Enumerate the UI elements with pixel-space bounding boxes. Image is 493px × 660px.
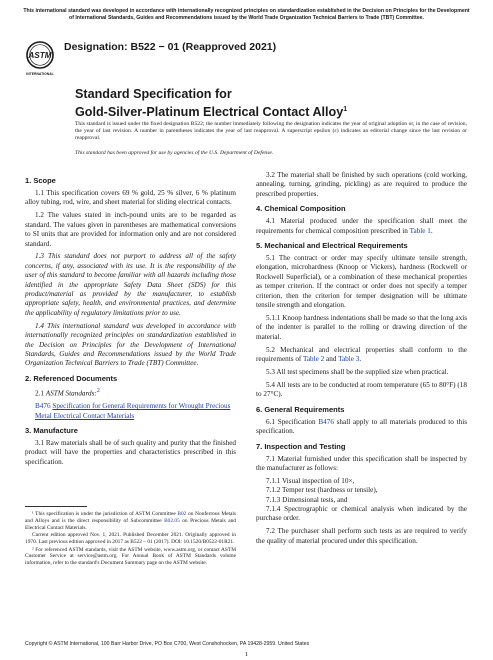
section-heading-general-requirements: 6. General Requirements [256, 404, 345, 414]
paragraph-6-1-end: shall apply to all materials produced to this specification. [256, 417, 468, 436]
designation: Designation: B522 − 01 (Reapproved 2021) [64, 41, 277, 53]
section-heading-mechanical-electrical: 5. Mechanical and Electrical Requirements [256, 241, 408, 251]
section-heading-scope: 1. Scope [25, 176, 56, 185]
paragraph-5-2-and: and [324, 355, 339, 364]
footnote-2: ² For referenced ASTM standards, visit the ASTM website, www.astm.org, or contact ASTM Customer Service at service@astm.org. For Annual Book of ASTM Standards volume information, refer to the standard's Document Summary page on the ASTM website. [25, 546, 236, 567]
title-main: Gold-Silver-Platinum Electrical Contact Alloy [75, 105, 344, 120]
paragraph-6-1 [256, 418, 467, 437]
astm-standards-label: ASTM Standards: [45, 389, 97, 398]
paragraph-7-1: 7.1 Material furnished under this specification shall be inspected by the manufacturer as follows: [256, 454, 467, 472]
page-number: 1 [244, 651, 249, 658]
section-heading-inspection-testing: 7. Inspection and Testing [256, 441, 346, 451]
section-heading-chemical-composition: 4. Chemical Composition [256, 204, 346, 214]
paragraph-1-3: 1.3 This standard does not purport to address all of the safety concerns, if any, associated with its use. It is the responsibility of the user of this standard to become familiar with all hazards including those identified in the appropriate Safety Data Sheet (SDS) for this product/material as provided by the manufacturer, to establish appropriate safety, health, and environmental practices, and determine the applicability of regulatory limitations prior to use. [25, 252, 236, 317]
paragraph-5-3: 5.3 All test specimens shall be the supplied size when practical. [266, 368, 449, 376]
list-item-7-1-3: 7.1.3 Dimensional tests, and [266, 495, 348, 504]
dod-approval-note: This standard has been approved for use by agencies of the U.S. Department of Defense. [75, 150, 274, 156]
logo-subtext: INTERNATIONAL [26, 72, 54, 76]
footnote-1 [25, 511, 236, 531]
logo-text: ASTM [28, 51, 52, 61]
committee-b02-link[interactable]: B02 [177, 511, 187, 517]
footnote-1-text-a: ¹ This specification is under the jurisdiction of ASTM Committee [32, 511, 178, 517]
table-3-link[interactable]: Table 3 [338, 355, 360, 364]
paragraph-7-2: 7.2 The purchaser shall perform such tests as are required to verify the quality of material procured under this specification. [256, 527, 467, 545]
list-item-7-1-4: 7.1.4 Spectrographic or chemical analysis when indicated by the purchase order. [256, 505, 467, 523]
footnote-edition: Current edition approved Nov. 1, 2021. Published December 2021. Originally approved in 1970. Last previous edition approved in 2017 as B522 – 01 (2017). DOI: 10.1520/B0522-01R21. [25, 532, 236, 545]
paragraph-6-1-text: 6.1 Specification [266, 417, 319, 426]
paragraph-4-1 [256, 217, 467, 236]
right-column [256, 171, 467, 550]
paragraph-4-1-end: . [430, 226, 433, 235]
paragraph-1-1: 1.1 This specification covers 69 % gold, 25 % silver, 6 % platinum alloy tubing, rod, wire, and sheet material for sliding electrical contacts. [25, 189, 236, 207]
section-heading-referenced-documents: 2. Referenced Documents [25, 373, 118, 383]
b476-link[interactable]: B476 [318, 417, 334, 426]
paragraph-5-4: 5.4 All tests are to be conducted at room temperature (65 to 80°F) (18 to 27°C). [256, 380, 467, 399]
paragraph-3-2: 3.2 The material shall be finished by such operations (cold working, annealing, turning, grinding, pickling) as are required to produce the prescribed properties. [256, 171, 467, 198]
left-column [25, 171, 236, 471]
reference-b476[interactable] [25, 402, 236, 421]
paragraph-5-2-text: 5.2 Mechanical and electrical properties shall conform to the requirements of [256, 345, 467, 364]
reference-title-link[interactable]: Specification for General Requirements for Wrought Precious Metal Electrical Contact Materials [35, 402, 231, 420]
paragraph-3-1: 3.1 Raw materials shall be of such quality and purity that the finished product will have the properties and characteristics prescribed in this specification. [25, 438, 236, 466]
paragraph-1-2: 1.2 The values stated in inch-pound units are to be regarded as standard. The values given in parentheses are mathematical conversions to SI units that are provided for information only and are not considered standard. [25, 211, 236, 248]
footnotes [25, 511, 236, 568]
subcommittee-b02-05-link[interactable]: B02.05 [164, 517, 180, 524]
paragraph-4-1-text: 4.1 Material produced under the specification shall meet the requirements for chemical composition prescribed in [256, 217, 467, 235]
list-item-7-1-1: 7.1.1 Visual inspection of 10×, [266, 476, 355, 485]
footnote-divider [25, 506, 87, 507]
list-item-7-1-2: 7.1.2 Temper test (hardness or tensile), [266, 486, 378, 495]
table-1-link[interactable]: Table 1 [409, 226, 431, 235]
title-line-2 [75, 102, 455, 120]
astm-logo-icon [25, 40, 55, 78]
tbt-notice: This international standard was developed in accordance with internationally recognized principles on standardization established in the Decision on Principles for the Development of International Standards, Guides and Recommendations issued by the World Trade Organization Technical Barriers to Trade (TBT) Committee. [23, 8, 470, 21]
table-2-link[interactable]: Table 2 [302, 355, 325, 364]
paragraph-5-1-1: 5.1.1 Knoop hardness indentations shall be made so that the long axis of the indenter is parallel to the rolling or drawing direction of the material. [256, 313, 467, 341]
footnote-ref-2[interactable]: 2 [96, 387, 100, 394]
title-footnote-mark: 1 [343, 106, 348, 113]
paragraph-1-4: 1.4 This international standard was developed in accordance with internationally recognized principles on standardization established in the Decision on Principles for the Development of International Standards, Guides and Recommendations issued by the World Trade Organization Technical Barriers to Trade (TBT) Committee. [25, 321, 236, 368]
paragraph-5-1: 5.1 The contract or order may specify ultimate tensile strength, elongation, microhardness (Knoop or Vickers), hardness (Rockwell or Rockwell Superficial), or a combination of these mechanical properties as temper criterion. If the contract or order does not specify a temper criterion, then the criterion for temper designation will be ultimate tensile strength and elongation. [256, 254, 467, 310]
footnote-1-text-b: on Nonferrous Metals and Alloys and is the direct responsibility of Subcommittee [25, 511, 236, 524]
document-title [75, 87, 455, 120]
paragraph-2-1 [25, 387, 236, 399]
reference-code[interactable]: B476 [35, 402, 51, 411]
copyright-footer: Copyright © ASTM International, 100 Barr Harbor Drive, PO Box C700, West Conshohocken, PA 19428-2959. United States [25, 641, 310, 647]
title-line-1: Standard Specification for [75, 87, 232, 101]
paragraph-5-2-end: . [359, 355, 362, 364]
paragraph-2-1-number: 2.1 [35, 389, 44, 398]
section-heading-manufacture: 3. Manufacture [25, 425, 78, 435]
paragraph-5-2 [256, 346, 467, 365]
issuance-note: This standard is issued under the fixed designation B522; the number immediately following the designation indicates the year of original adoption or, in the case of revision, the year of last revision. A number in parentheses indicates the year of last reapproval. A superscript epsilon (ε) indicates an editorial change since the last revision or reapproval. [75, 121, 467, 142]
footnote-1-text-c: on Precious Metals and Electrical Contact Materials. [25, 517, 236, 531]
